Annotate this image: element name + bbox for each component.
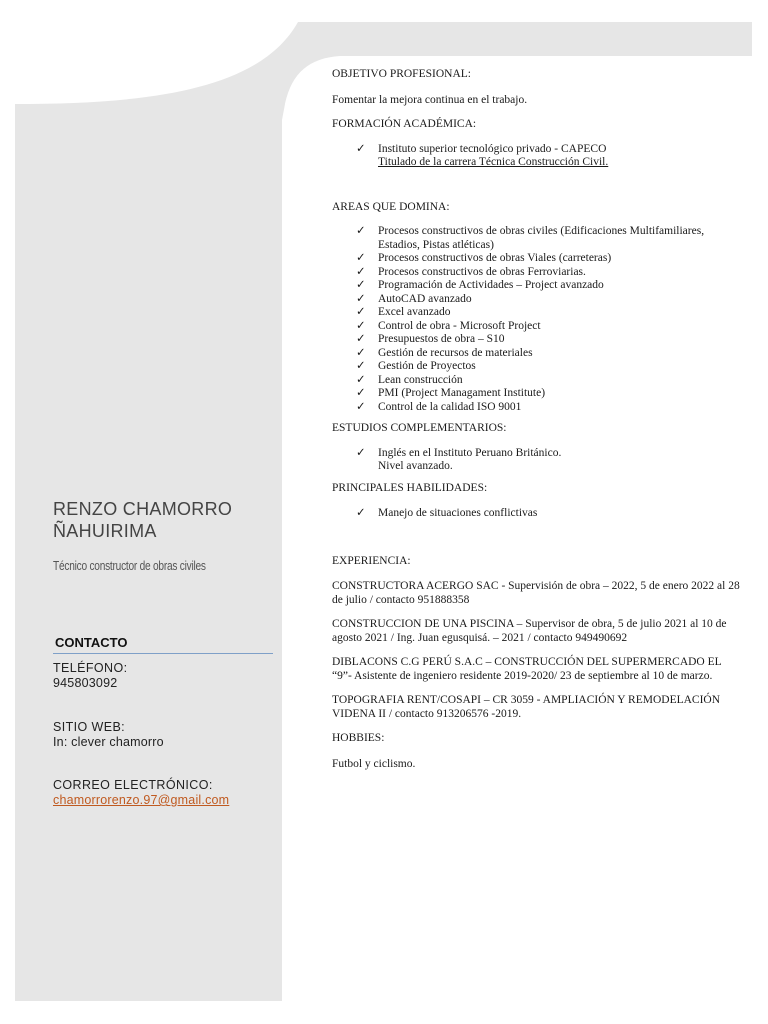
area-text: Gestión de Proyectos bbox=[378, 360, 476, 372]
check-icon: ✓ bbox=[356, 333, 366, 345]
list-item bbox=[332, 360, 742, 374]
list-item bbox=[332, 333, 742, 347]
check-icon: ✓ bbox=[356, 265, 366, 278]
hobbies-heading: HOBBIES: bbox=[332, 732, 385, 744]
area-text: Procesos constructivos de obras Viales (carreteras) bbox=[378, 252, 612, 264]
check-icon: ✓ bbox=[356, 142, 366, 155]
education-heading: FORMACIÓN ACADÉMICA: bbox=[332, 118, 477, 130]
area-text: Lean construcción bbox=[378, 373, 463, 386]
email-block bbox=[53, 778, 229, 808]
list-item bbox=[332, 306, 742, 320]
area-text: Control de obra - Microsoft Project bbox=[378, 319, 541, 332]
list-item bbox=[332, 507, 742, 521]
list-item bbox=[332, 293, 742, 307]
phone-label: TELÉFONO: bbox=[53, 661, 128, 675]
check-icon: ✓ bbox=[356, 373, 366, 386]
list-item bbox=[332, 401, 742, 415]
area-text: Excel avanzado bbox=[378, 306, 451, 318]
main-content bbox=[332, 68, 742, 771]
website-value: In: clever chamorro bbox=[53, 735, 164, 749]
check-icon: ✓ bbox=[356, 446, 366, 459]
contact-divider bbox=[53, 653, 273, 654]
candidate-name-line2: ÑAHUIRIMA bbox=[53, 521, 157, 541]
experience-heading: EXPERIENCIA: bbox=[332, 554, 411, 567]
area-text: Procesos constructivos de obras Ferroviarias. bbox=[378, 265, 586, 278]
phone-value: 945803092 bbox=[53, 676, 118, 690]
check-icon: ✓ bbox=[356, 507, 366, 519]
email-link[interactable]: chamorrorenzo.97@gmail.com bbox=[53, 793, 230, 807]
check-icon: ✓ bbox=[356, 225, 366, 237]
skills-heading: PRINCIPALES HABILIDADES: bbox=[332, 481, 488, 494]
list-item bbox=[332, 447, 742, 474]
skills-list bbox=[332, 507, 742, 521]
check-icon: ✓ bbox=[356, 319, 366, 332]
area-text: AutoCAD avanzado bbox=[378, 292, 472, 305]
check-icon: ✓ bbox=[356, 346, 366, 359]
objective-heading: OBJETIVO PROFESIONAL: bbox=[332, 68, 471, 80]
areas-list bbox=[332, 225, 742, 414]
studies-line1: Inglés en el Instituto Peruano Británico. bbox=[378, 446, 562, 459]
education-list bbox=[332, 143, 742, 170]
check-icon: ✓ bbox=[356, 306, 366, 318]
list-item bbox=[332, 225, 742, 252]
contact-heading: CONTACTO bbox=[55, 635, 128, 650]
education-degree: Titulado de la carrera Técnica Construcción Civil. bbox=[378, 156, 609, 168]
phone-block bbox=[53, 661, 127, 691]
hobbies-text: Futbol y ciclismo. bbox=[332, 757, 416, 770]
experience-entry: CONSTRUCTORA ACERGO SAC - Supervisión de obra – 2022, 5 de enero 2022 al 28 de julio / contacto 951888358 bbox=[332, 580, 740, 606]
area-text: Presupuestos de obra – S10 bbox=[378, 333, 505, 345]
area-text: Programación de Actividades – Project avanzado bbox=[378, 279, 604, 291]
check-icon: ✓ bbox=[356, 292, 366, 305]
check-icon: ✓ bbox=[356, 279, 366, 291]
studies-list bbox=[332, 447, 742, 474]
area-text: Procesos constructivos de obras civiles (Edificaciones Multifamiliares, Estadios, Pistas atléticas) bbox=[378, 225, 705, 251]
education-institution: Instituto superior tecnológico privado - CAPECO bbox=[378, 142, 607, 155]
experience-entry: CONSTRUCCION DE UNA PISCINA – Supervisor de obra, 5 de julio 2021 al 10 de agosto 2021 / Ing. Juan egusquisá. – 2021 / contacto 949490692 bbox=[332, 618, 727, 644]
experience-entry: TOPOGRAFIA RENT/COSAPI – CR 3059 - AMPLIACIÓN Y REMODELACIÓN VIDENA II / contacto 913206576 -2019. bbox=[332, 694, 721, 720]
list-item bbox=[332, 374, 742, 388]
candidate-title: Técnico constructor de obras civiles bbox=[53, 558, 206, 573]
list-item bbox=[332, 347, 742, 361]
area-text: PMI (Project Managament Institute) bbox=[378, 387, 546, 399]
email-label: CORREO ELECTRÓNICO: bbox=[53, 778, 213, 792]
objective-text: Fomentar la mejora continua en el trabajo. bbox=[332, 93, 528, 106]
experience-entry: DIBLACONS C.G PERÚ S.A.C – CONSTRUCCIÓN DEL SUPERMERCADO EL “9”- Asistente de ingeniero residente 2019-2020/ 23 de septiembre al 10 de marzo. bbox=[332, 656, 722, 682]
candidate-name-line1: RENZO CHAMORRO bbox=[53, 499, 233, 519]
areas-heading: AREAS QUE DOMINA: bbox=[332, 200, 450, 213]
list-item bbox=[332, 266, 742, 280]
check-icon: ✓ bbox=[356, 387, 366, 399]
studies-line2: Nivel avanzado. bbox=[378, 460, 453, 472]
website-label: SITIO WEB: bbox=[53, 720, 126, 734]
check-icon: ✓ bbox=[356, 400, 366, 413]
list-item bbox=[332, 252, 742, 266]
list-item bbox=[332, 320, 742, 334]
list-item bbox=[332, 143, 742, 170]
website-block bbox=[53, 720, 164, 750]
experience-list bbox=[332, 580, 742, 721]
area-text: Control de la calidad ISO 9001 bbox=[378, 400, 522, 413]
studies-heading: ESTUDIOS COMPLEMENTARIOS: bbox=[332, 422, 507, 434]
list-item bbox=[332, 387, 742, 401]
skill-text: Manejo de situaciones conflictivas bbox=[378, 507, 538, 519]
area-text: Gestión de recursos de materiales bbox=[378, 346, 533, 359]
check-icon: ✓ bbox=[356, 252, 366, 264]
candidate-name bbox=[53, 498, 232, 542]
list-item bbox=[332, 279, 742, 293]
check-icon: ✓ bbox=[356, 360, 366, 372]
